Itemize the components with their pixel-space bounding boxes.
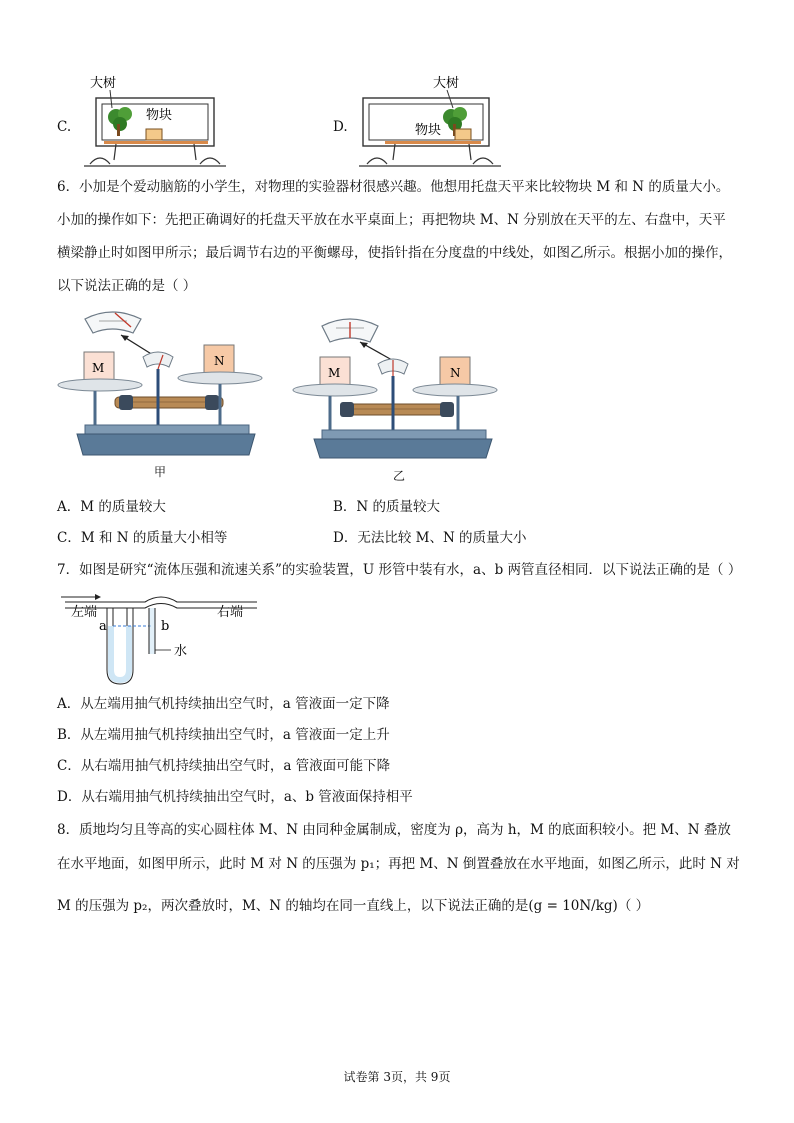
left-end-label: 左端 (71, 605, 98, 620)
block-label: 物块 (146, 108, 173, 123)
q8-line3: M 的压强为 p₂，两次叠放时，M、N 的轴均在同一直线上，以下说法正确的是(g = 10N/kg)（ ） (57, 898, 650, 914)
tree-label: 大树 (433, 76, 460, 91)
page-footer: 试卷第 3页，共 9页 (343, 1070, 451, 1084)
u-tube-figure (57, 588, 272, 688)
q6-option-d: D．无法比较 M、N 的质量大小 (333, 530, 527, 546)
block-label: 物块 (415, 123, 442, 138)
q6-option-a: A．M 的质量较大 (57, 499, 166, 515)
q7-option-c: C．从右端用抽气机持续抽出空气时，a 管液面可能下降 (57, 758, 391, 774)
block-m-label: M (92, 361, 105, 375)
q6-line3: 横梁静止时如图甲所示；最后调节右边的平衡螺母，使指针指在分度盘的中线处，如图乙所示。根据小加的操作， (57, 245, 732, 261)
balance-jia-figure (55, 305, 270, 460)
tree-label: 大树 (90, 76, 117, 91)
q6-line1: 6．小加是个爱动脑筋的小学生，对物理的实验器材很感兴趣。他想用托盘天平来比较物块 M 和 N 的质量大小。 (57, 179, 730, 195)
water-label: 水 (174, 644, 188, 659)
q7-stem: 7．如图是研究“流体压强和流速关系”的实验装置，U 形管中装有水，a、b 两管直径相同．以下说法正确的是（ ） (57, 562, 742, 578)
block-n-label: N (214, 354, 225, 368)
q8-line2: 在水平地面，如图甲所示，此时 M 对 N 的压强为 p₁；再把 M、N 倒置叠放在水平地面，如图乙所示，此时 N 对 (57, 856, 740, 872)
q8-line1: 8．质地均匀且等高的实心圆柱体 M、N 由同种金属制成，密度为 ρ，高为 h，M 的底面积较小。把 M、N 叠放 (57, 822, 731, 838)
balance-yi-figure (290, 312, 505, 462)
fig-yi-label: 乙 (393, 469, 406, 483)
right-end-label: 右端 (217, 605, 244, 620)
label-b: b (161, 619, 170, 634)
q6-option-c: C．M 和 N 的质量大小相等 (57, 530, 228, 546)
option-c-figure (80, 72, 230, 172)
label-a: a (99, 619, 107, 634)
block-m-label: M (328, 366, 341, 380)
q7-option-d: D．从右端用抽气机持续抽出空气时，a、b 管液面保持相平 (57, 789, 413, 805)
option-c-letter: C. (57, 119, 72, 135)
q7-option-b: B．从左端用抽气机持续抽出空气时，a 管液面一定上升 (57, 727, 390, 743)
block-n-label: N (450, 366, 461, 380)
option-d-letter: D. (333, 119, 348, 135)
fig-jia-label: 甲 (154, 465, 167, 479)
option-d-figure (355, 72, 505, 172)
q6-line2: 小加的操作如下：先把正确调好的托盘天平放在水平桌面上；再把物块 M、N 分别放在天平的左、右盘中，天平 (57, 212, 726, 228)
q6-line4: 以下说法正确的是（ ） (57, 278, 197, 294)
q7-option-a: A．从左端用抽气机持续抽出空气时，a 管液面一定下降 (57, 696, 390, 712)
q6-option-b: B．N 的质量较大 (333, 499, 441, 515)
